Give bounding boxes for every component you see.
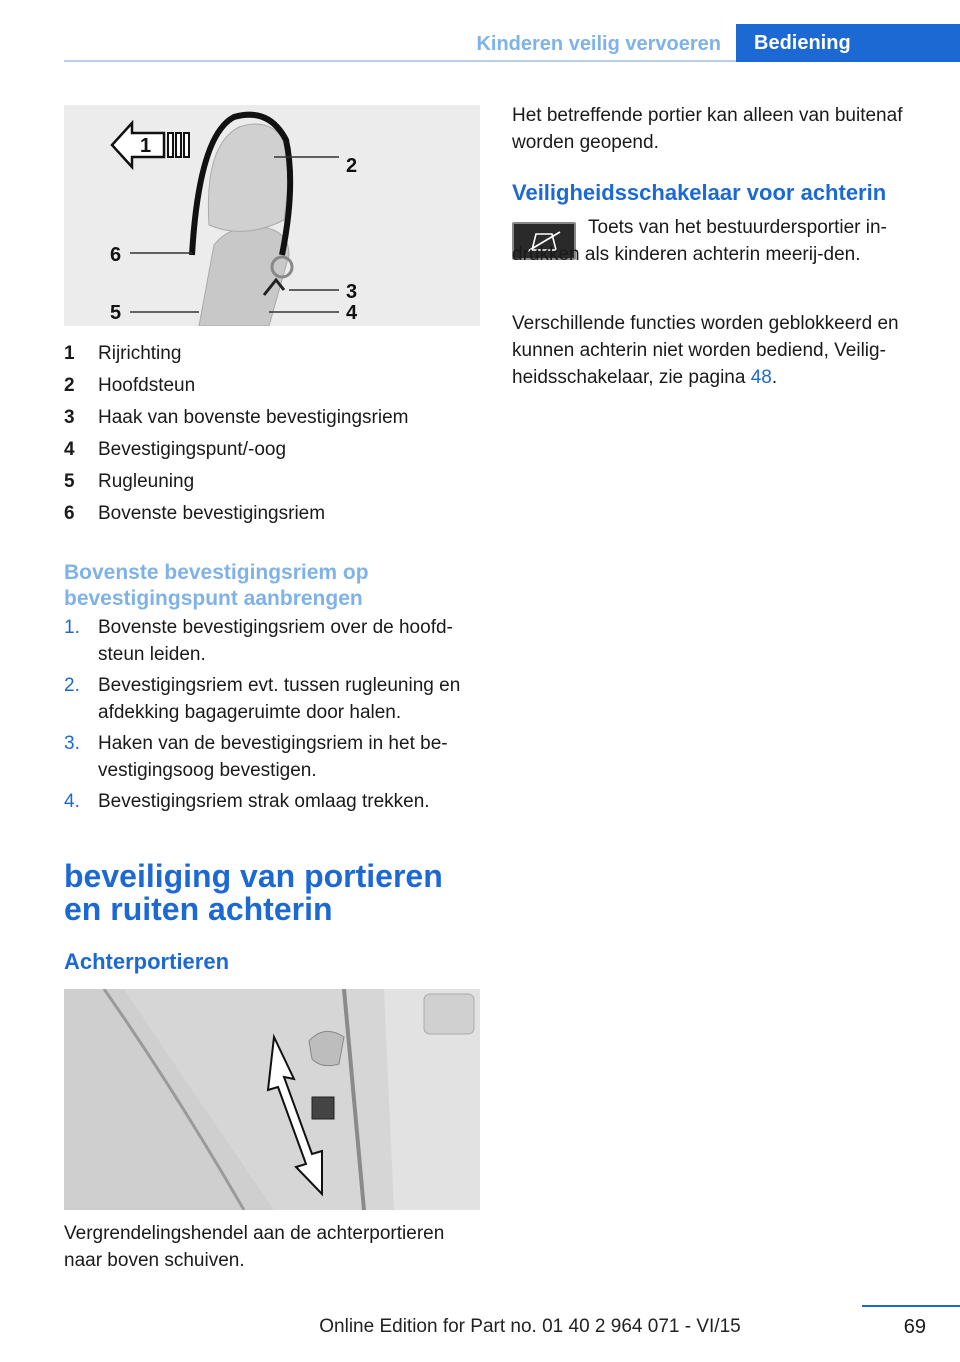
legend-item: 2 Hoofdsteun (64, 375, 196, 396)
figure-child-seat-tether (64, 105, 480, 326)
list-item: 2. Bevestigingsriem evt. tussen rugleuning en afdekking bagageruimte door halen. (64, 675, 461, 723)
callout-4: 4 (346, 302, 358, 324)
header-tab[interactable]: Bediening (736, 24, 960, 62)
safety-switch-text: Toets van het bestuurdersportier in-drukken als kinderen achterin meerij-den. (512, 217, 887, 265)
legend-item: 3 Haak van bovenste bevestigingsriem (64, 407, 409, 428)
footer-rule (862, 1305, 960, 1307)
callout-1: 1 (140, 135, 152, 157)
callout-5: 5 (110, 302, 122, 324)
footer-edition: Online Edition for Part no. 01 40 2 964 071 - VI/15 (319, 1316, 741, 1337)
legend-item: 6 Bovenste bevestigingsriem (64, 503, 326, 524)
section-heading-tether: Bovenste bevestigingsriem op bevestigingspunt aanbrengen (64, 561, 369, 610)
header-section-title[interactable]: Kinderen veilig vervoeren (476, 33, 721, 55)
chapter-title: beveiliging van portieren en ruiten achterin (64, 858, 443, 927)
functions-paragraph: Verschillende functies worden geblokkeerd en kunnen achterin niet worden bediend, Veilig-heidsschakelaar, zie pagina 48. (512, 313, 899, 388)
tether-steps-list (64, 614, 484, 819)
legend-item: 4 Bevestigingspunt/-oog (64, 439, 287, 460)
section-heading-safety-switch: Veiligheidsschakelaar voor achterin (512, 180, 887, 205)
intro-paragraph: Het betreffende portier kan alleen van buitenaf worden geopend. (512, 105, 903, 153)
list-item: 1. Bovenste bevestigingsriem over de hoofd-steun leiden. (64, 617, 453, 665)
door-caption: Vergrendelingshendel aan de achterportieren naar boven schuiven. (64, 1223, 445, 1271)
legend-item: 1 Rijrichting (64, 343, 182, 364)
figure-legend (64, 338, 484, 530)
callout-2: 2 (346, 155, 358, 177)
figure-rear-door-lock (64, 989, 480, 1210)
subsection-title-rear-doors: Achterportieren (64, 949, 230, 974)
callout-6: 6 (110, 244, 122, 266)
page-link[interactable]: 48 (750, 367, 772, 388)
list-item: 3. Haken van de bevestigingsriem in het be-vestigingsoog bevestigen. (64, 733, 448, 781)
list-item: 4. Bevestigingsriem strak omlaag trekken. (64, 791, 430, 812)
callout-3: 3 (346, 281, 358, 303)
legend-item: 5 Rugleuning (64, 471, 195, 492)
page-number: 69 (903, 1316, 926, 1338)
